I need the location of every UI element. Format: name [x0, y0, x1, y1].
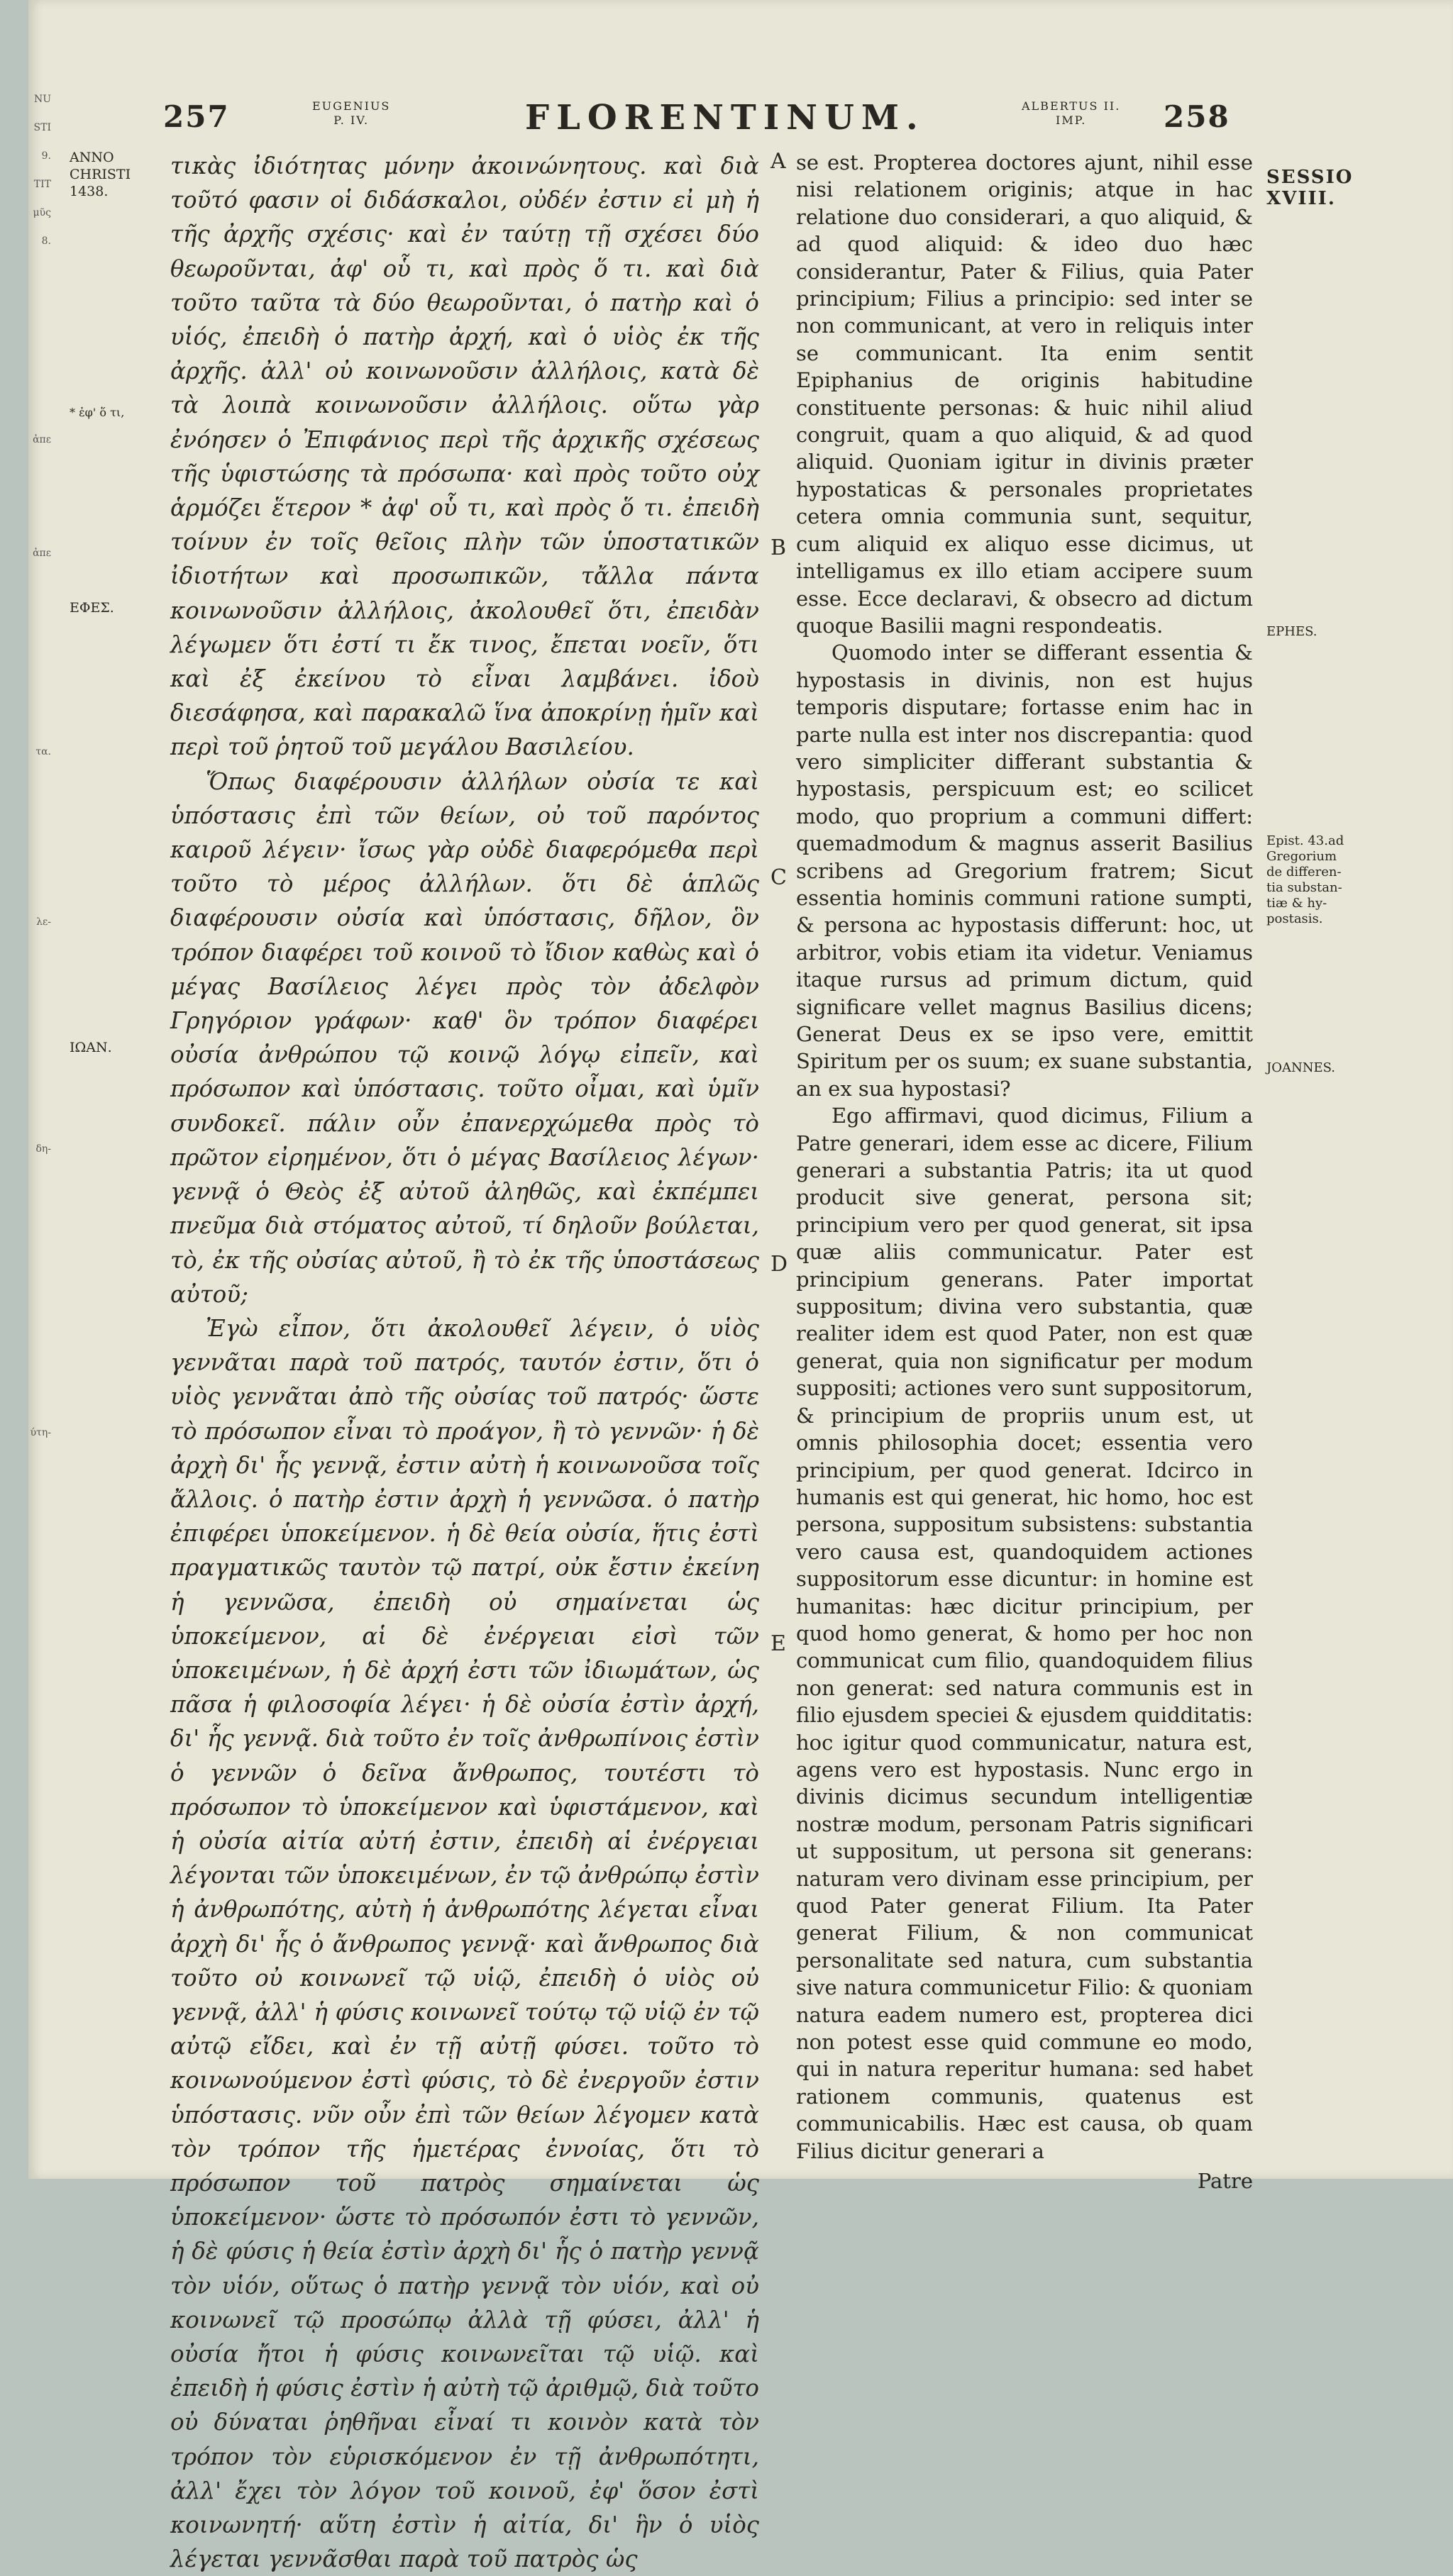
binding-edge-fragment	[28, 1362, 51, 1390]
binding-edge-fragment: 8.	[41, 235, 51, 247]
binding-edge-fragment	[28, 936, 51, 965]
binding-edge-fragment	[28, 1163, 51, 1192]
binding-edge-fragment	[28, 965, 51, 993]
greek-paragraph-2: Ὅπως διαφέρουσιν ἀλλήλων οὐσία τε καὶ ὑπόστασις ἐπὶ τῶν θείων, οὐ τοῦ παρόντος καιροῦ λέγειν· ἴσως γὰρ οὐδὲ διαφερόμεθα περὶ τοῦτο τὸ μέρος ἀλλήλων. ὅτι δὲ ἁπλῶς διαφέρουσιν οὐσία καὶ ὑπόστασις, δῆλον, ὃν τρόπον διαφέρει τοῦ κοινοῦ τὸ ἴδιον καθὼς καὶ ὁ μέγας Βασίλειος λέγει πρὸς τὸν ἀδελφὸν Γρηγόριον γράφων· καθ' ὃν τρόπον διαφέρει οὐσία ἀνθρώπου τῷ κοινῷ λόγῳ εἰπεῖν, καὶ πρόσωπον καὶ ὑπόστασις. τοῦτο οἶμαι, καὶ ὑμῖν συνδοκεῖ. πάλιν οὖν ἐπανερχώμεθα πρὸς τὸ πρῶτον εἰρημένον, ὅτι ὁ μέγας Βασίλειος λέγων· γεννᾷ ὁ Θεὸς ἐξ αὐτοῦ ἀληθῶς, καὶ ἐκπέμπει πνεῦμα διὰ στόματος αὐτοῦ, τί δηλοῦν βούλεται, τὸ, ἐκ τῆς οὐσίας αὐτοῦ, ἢ τὸ ἐκ τῆς ὑποστάσεως αὐτοῦ;	[170, 767, 759, 1308]
page-title: FLORENTINUM.	[525, 98, 925, 138]
asterisk-note: * ἐφ' ὅ τι,	[70, 406, 125, 419]
binding-edge-fragment: NU	[33, 94, 51, 105]
greek-column	[170, 149, 759, 2576]
speaker-ephes-greek: ΕΦΕΣ.	[70, 600, 114, 616]
page-number-left: 257	[163, 99, 230, 134]
binding-edge-fragment	[28, 879, 51, 908]
binding-edge-fragment: STI	[33, 122, 51, 133]
binding-edge-fragment	[28, 624, 51, 653]
header-eugenius	[312, 99, 390, 128]
greek-paragraph-1: τικὰς ἰδιότητας μόνην ἀκοινώνητους. καὶ διὰ τοῦτό φασιν οἱ διδάσκαλοι, οὐδέν ἐστιν εἰ μὴ ἡ τῆς ἀρχῆς σχέσις· καὶ ἐν ταύτῃ τῇ σχέσει δύο θεωροῦνται, ἀφ' οὗ τι, καὶ πρὸς ὅ τι. καὶ διὰ τοῦτο ταῦτα τὰ δύο θεωροῦνται, ὁ πατὴρ καὶ ὁ υἱός, ἐπειδὴ ὁ πατὴρ ἀρχή, καὶ ὁ υἱὸς ἐκ τῆς ἀρχῆς. ἀλλ' οὐ κοινωνοῦσιν ἀλλήλοις, κατὰ δὲ τὰ λοιπὰ κοινωνοῦσιν ἀλλήλοις. οὕτω γὰρ ἐνόησεν ὁ Ἐπιφάνιος περὶ τῆς ἀρχικῆς σχέσεως τῆς ὑφιστώσης τὰ πρόσωπα· καὶ πρὸς τοῦτο οὐχ ἁρμόζει ἕτερον * ἀφ' οὗ τι, καὶ πρὸς ὅ τι. ἐπειδὴ τοίνυν ἐν τοῖς θεῖοις πλὴν τῶν ὑποστατικῶν ἰδιοτήτων καὶ προσωπικῶν, τἄλλα πάντα κοινωνοῦσιν ἀλλήλοις, ἀκολουθεῖ ὅτι, ἐπειδὰν λέγωμεν ὅτι ἐστί τι ἔκ τινος, ἔπεται νοεῖν, ὅτι καὶ ἐξ ἐκείνου τὸ εἶναι λαμβάνει. ἰδοὺ διεσάφησα, καὶ παρακαλῶ ἵνα ἀποκρίνῃ ἡμῖν καὶ περὶ τοῦ ῥητοῦ τοῦ μεγάλου Βασιλείου.	[170, 152, 759, 761]
anno-line: ANNO	[70, 150, 114, 165]
binding-edge-fragment	[28, 312, 51, 340]
binding-edge-fragment: τα.	[35, 746, 51, 757]
binding-edge-fragment	[28, 1277, 51, 1305]
binding-edge-fragment	[28, 993, 51, 1021]
christi-line: CHRISTI	[70, 167, 131, 182]
binding-edge-fragment: δη-	[35, 1143, 51, 1155]
binding-edge-fragment	[28, 709, 51, 738]
binding-edge-fragment	[28, 794, 51, 823]
binding-edge-fragment	[28, 653, 51, 681]
header-albertus-line1: ALBERTUS II.	[1022, 99, 1121, 113]
epist-line-6: postasis.	[1266, 911, 1323, 926]
running-head	[28, 99, 1453, 142]
section-letter-d: D	[770, 1252, 788, 1277]
latin-column	[796, 149, 1253, 2194]
header-albertus	[1022, 99, 1120, 128]
session-number: XVIII.	[1266, 188, 1336, 209]
binding-edge-fragment	[28, 284, 51, 312]
binding-edge-fragment	[28, 1192, 51, 1220]
binding-edge-fragment	[28, 255, 51, 284]
binding-edge-fragment	[28, 823, 51, 851]
section-letter-a: A	[770, 149, 786, 174]
binding-edge-fragment	[28, 1106, 51, 1135]
binding-edge-fragment	[28, 1078, 51, 1106]
speaker-ephes-latin: EPHES.	[1266, 624, 1317, 639]
catchword: Patre	[1197, 2169, 1253, 2194]
anno-christi-note	[70, 149, 162, 200]
section-letter-c: C	[770, 865, 787, 890]
speaker-joannes-latin: JOANNES.	[1266, 1060, 1336, 1075]
binding-edge-fragment: ύτη-	[30, 1427, 51, 1438]
binding-edge-fragment: TIT	[33, 179, 51, 190]
section-letter-e: E	[770, 1631, 786, 1656]
epist-line-4: tia substan-	[1266, 880, 1342, 895]
header-albertus-line2: IMP.	[1056, 113, 1087, 127]
header-eugenius-line1: EUGENIUS	[312, 99, 391, 113]
binding-edge-fragment	[28, 369, 51, 397]
binding-edge-fragment	[28, 482, 51, 511]
binding-edge-fragment	[28, 1390, 51, 1419]
binding-edge-fragment: ἀπε	[33, 548, 51, 559]
session-note	[1266, 167, 1373, 209]
binding-edge-fragment	[28, 1248, 51, 1277]
binding-edge-fragment	[28, 681, 51, 709]
section-letter-b: B	[770, 535, 787, 560]
binding-edge-fragment	[28, 1305, 51, 1333]
binding-edge-fragment: ἀπε	[33, 434, 51, 445]
latin-paragraph-3: Ego affirmavi, quod dicimus, Filium a Patre generari, idem esse ac dicere, Filium generari a substantia Patris; ita ut quod producit sive generat, persona sit; principium vero per quod generat, sit ipsa quæ aliis communicatur. Pater est principium generans. Pater importat suppositum; divina vero substantia, quæ realiter idem est quod Pater, non est quæ generat, quia non significatur per modum suppositi; actiones vero sunt suppositorum, & principium de propriis unum est, ut omnis philosophia docet; essentia vero principium, per quod generat. Idcirco in humanis est qui generat, hic homo, hoc est persona, suppositum subsistens: substantia vero causa est, quandoquidem actiones suppositorum esse dicuntur: in homine est humanitas: hæc dicitur principium, per quod homo generat, & homo per hoc non communicat cum filio, quandoquidem filius non generat: sed natura communis est in filio ejusdem speciei & ejusdem quidditatis: hoc igitur quod communicatur, natura est, agens vero est hypostasis. Nunc ergo in divinis dicimus secundum intelligentiæ nostræ modum, personam Patris significari ut suppositum, ut persona sit generans: naturam vero divinam esse principium, per quod Pater generat Filium. Ita Pater generat Filium, & non communicat personalitate sed natura, cum substantia sive natura communicetur Filio: & quoniam natura eadem numero est, propterea dici non potest esse quid commune eo modo, qui in natura reperitur humana: sed habet rationem communis, quatenus est communicabilis. Hæc est causa, ob quam Filius dicitur generari a	[796, 1104, 1253, 2163]
binding-edge-fragment	[28, 397, 51, 426]
header-eugenius-line2: P. IV.	[333, 113, 370, 127]
binding-edge-fragment	[28, 1220, 51, 1248]
binding-edge-fragment	[28, 567, 51, 596]
latin-paragraph-1: se est. Propterea doctores ajunt, nihil esse nisi relationem originis; atque in hac relatione duo considerari, a quo aliquid, & ad quod aliquid: & ideo duo hæc considerantur, Pater & Filius, quia Pater principium; Filius a principio: sed inter se non communicant, at vero in reliquis inter se communicant. Ita enim sentit Epiphanius de originis habitudine constituente personas: & huic nihil aliud congruit, quam a quo aliquid, & ad quod aliquid. Quoniam igitur in divinis præter hypostaticas & personales proprietates cetera omnia communia sunt, sequitur, cum aliquid ex aliquo esse dicimus, ut intelligamus ex illo etiam accipere suum esse. Ecce declaravi, & obsecro ad dictum quoque Basilii magni respondeatis.	[796, 150, 1253, 638]
binding-edge-fragment	[28, 596, 51, 624]
speaker-ioan-greek: ΙΩΑΝ.	[70, 1040, 112, 1055]
session-label: SESSIO	[1266, 167, 1354, 188]
greek-paragraph-3: Ἐγὼ εἶπον, ὅτι ἀκολουθεῖ λέγειν, ὁ υἱὸς γεννᾶται παρὰ τοῦ πατρός, ταυτόν ἐστιν, ὅτι ὁ υἱὸς γεννᾶται ἀπὸ τῆς οὐσίας τοῦ πατρός· ὥστε τὸ πρόσωπον εἶναι τὸ προάγον, ἢ τὸ γεννῶν· ἡ δὲ ἀρχὴ δι' ἧς γεννᾷ, ἐστιν αὐτὴ ἡ κοινωνοῦσα τοῖς ἄλλοις. ὁ πατὴρ ἐστιν ἀρχὴ ἡ γεννῶσα. ὁ πατὴρ ἐπιφέρει ὑποκείμενον. ἡ δὲ θεία οὐσία, ἥτις ἐστὶ πραγματικῶς ταυτὸν τῷ πατρί, οὐκ ἔστιν ἐκείνη ἡ γεννῶσα, ἐπειδὴ οὐ σημαίνεται ὡς ὑποκείμενον, αἱ δὲ ἐνέργειαι εἰσὶ τῶν ὑποκειμένων, ἡ δὲ ἀρχή ἐστι τῶν ἰδιωμάτων, ὡς πᾶσα ἡ φιλοσοφία λέγει· ἡ δὲ οὐσία ἐστὶν ἀρχή, δι' ἧς γεννᾷ. διὰ τοῦτο ἐν τοῖς ἀνθρωπίνοις ἐστὶν ὁ γεννῶν ὁ δεῖνα ἄνθρωπος, τουτέστι τὸ πρόσωπον τὸ ὑποκείμενον καὶ ὑφιστάμενον, καὶ ἡ οὐσία αἰτία αὐτή ἐστιν, ἐπειδὴ αἱ ἐνέργειαι λέγονται τῶν ὑποκειμένων, ἐν τῷ ἀνθρώπῳ ἐστὶν ἡ ἀνθρωπότης, αὐτὴ ἡ ἀνθρωπότης λέγεται εἶναι ἀρχὴ δι' ἧς ὁ ἄνθρωπος γεννᾷ· καὶ ἄνθρωπος διὰ τοῦτο οὐ κοινωνεῖ τῷ υἱῷ, ἐπειδὴ ὁ υἱὸς οὐ γεννᾷ, ἀλλ' ἡ φύσις κοινωνεῖ τούτῳ τῷ υἱῷ ἐν τῷ αὐτῷ εἴδει, καὶ ἐν τῇ αὐτῇ φύσει. τοῦτο τὸ κοινωνούμενον ἐστὶ φύσις, τὸ δὲ ἐνεργοῦν ἐστιν ὑπόστασις. νῦν οὖν ἐπὶ τῶν θείων λέγομεν κατὰ τὸν τρόπον τῆς ἡμετέρας ἐννοίας, ὅτι τὸ πρόσωπον τοῦ πατρὸς σημαίνεται ὡς ὑποκείμενον· ὥστε τὸ πρόσωπόν ἐστι τὸ γεννῶν, ἡ δὲ φύσις ἡ θεία ἐστὶν ἀρχὴ δι' ἧς ὁ πατὴρ γεννᾷ τὸν υἱόν, οὕτως ὁ πατὴρ γεννᾷ τὸν υἱόν, καὶ οὐ κοινωνεῖ τῷ προσώπῳ ἀλλὰ τῇ φύσει, ἀλλ' ἡ οὐσία ἤτοι ἡ φύσις κοινωνεῖται τῷ υἱῷ. καὶ ἐπειδὴ ἡ φύσις ἐστὶν ἡ αὐτὴ τῷ ἀριθμῷ, διὰ τοῦτο οὐ δύναται ῥηθῆναι εἶναί τι κοινὸν κατὰ τὸν τρόπον τὸν εὑρισκόμενον ἐν τῇ ἀνθρωπότητι, ἀλλ' ἔχει τὸν λόγον τοῦ κοινοῦ, ἐφ' ὅσον ἐστὶ κοινωνητή· αὕτη ἐστὶν ἡ αἰτία, δι' ἣν ὁ υἱὸς λέγεται γεννᾶσθαι παρὰ τοῦ πατρὸς ὡς	[170, 1314, 759, 2573]
epistle-reference-note	[1266, 833, 1373, 927]
binding-edge-fragment	[28, 1333, 51, 1362]
binding-edge-fragment	[28, 1021, 51, 1050]
binding-edge-fragment	[28, 1050, 51, 1078]
binding-edge-fragment: 9.	[41, 150, 51, 162]
book-page	[28, 0, 1453, 2573]
epist-line-5: tiæ & hy-	[1266, 896, 1327, 911]
epist-line-3: de differen-	[1266, 865, 1342, 879]
binding-edge-fragment	[28, 340, 51, 369]
page-number-right: 258	[1164, 99, 1230, 134]
year-line: 1438.	[70, 184, 109, 199]
binding-edge-fragment: λε-	[36, 916, 51, 928]
binding-edge-fragment	[28, 454, 51, 482]
latin-paragraph-2: Quomodo inter se differant essentia & hypostasis in divinis, non est hujus temporis disputare; fortasse enim hac in parte nulla est inter nos discrepantia: quod vero simpliciter differant substantia & hypostasis, perspicuum est; eo scilicet modo, quo proprium a communi differt: quemadmodum & magnus asserit Basilius scribens ad Gregorium fratrem; Sicut essentia hominis communi ratione sumpti, & persona ac hypostasis differunt: hoc, ut arbitror, vobis etiam ita videtur. Veniamus itaque rursus ad primum dictum, quid significare vellet magnus Basilius dicens; Generat Deus ex se ipso vere, emittit Spiritum per os suum; ex suane substantia, an ex sua hypostasi?	[796, 640, 1253, 1101]
epist-line-1: Epist. 43.ad	[1266, 833, 1344, 848]
binding-edge-fragments	[28, 85, 51, 1447]
binding-edge-fragment	[28, 766, 51, 794]
binding-edge-fragment: μῦς	[33, 207, 51, 218]
binding-edge-fragment	[28, 511, 51, 539]
binding-edge-fragment	[28, 851, 51, 879]
epist-line-2: Gregorium	[1266, 849, 1337, 864]
